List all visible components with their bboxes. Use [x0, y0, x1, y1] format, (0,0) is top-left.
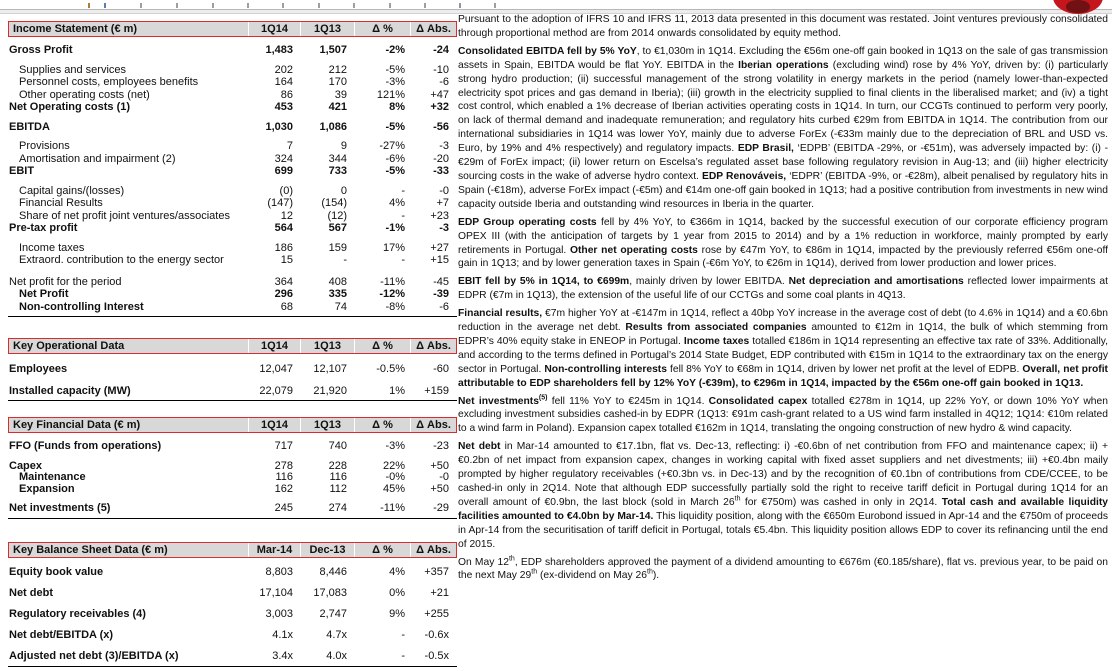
- row-value: -: [343, 254, 347, 266]
- commentary-paragraph: [458, 45, 1108, 212]
- row-value: 17,104: [259, 587, 293, 599]
- row-value: 170: [328, 76, 347, 88]
- table-row: [8, 165, 457, 178]
- table-title: Key Financial Data (€ m): [13, 419, 141, 431]
- row-value: 324: [274, 152, 293, 165]
- commentary-paragraph: [458, 440, 1108, 551]
- row-value: (0): [279, 184, 293, 197]
- row-value: -0.5x: [424, 650, 449, 662]
- column-header: Δ Abs.: [410, 418, 456, 432]
- table-row: [8, 288, 457, 301]
- column-header: 1Q13: [300, 418, 354, 432]
- text-segment: totalled €186m in 1Q14 representing an effective tax rate of 33%. Additionally, and according to the terms defined in Portugal’s 2014 State Budget, EDP contributed with €15m in 1Q14 to the extraordinary tax on the energy sector in Portugal.: [458, 335, 1109, 375]
- text-segment: for €750m) was cashed in only in 2Q14.: [740, 496, 942, 508]
- text-segment: Net investments: [458, 395, 539, 407]
- text-segment: (5): [538, 394, 548, 402]
- row-value: -5%: [385, 63, 405, 76]
- row-label: Net profit for the period: [9, 275, 122, 288]
- text-segment: EBIT fell by 5% in 1Q14, to €699m: [458, 276, 630, 288]
- row-label: Adjusted net debt (3)/EBITDA (x): [9, 650, 179, 662]
- row-value: -33: [433, 165, 449, 177]
- row-value: 21,920: [313, 384, 347, 397]
- text-segment: amounted to €12m in 1Q14, the bulk of which stemming from EDPR’s 40% equity stake in ENEOP in Portugal.: [458, 322, 1108, 347]
- column-header: Δ %: [354, 418, 410, 432]
- column-header: Mar-14: [248, 543, 300, 557]
- row-value: 17,083: [313, 587, 347, 599]
- table-row: [8, 140, 457, 153]
- row-value: 274: [328, 502, 347, 514]
- table-header: [8, 417, 457, 433]
- table-row-group: [8, 587, 457, 600]
- table-row: [8, 385, 457, 398]
- row-value: 164: [274, 76, 293, 88]
- cropped-text-remnant: [459, 3, 461, 8]
- row-value: 4%: [389, 566, 405, 578]
- table-row: [8, 89, 457, 102]
- table-row-group: [8, 460, 457, 496]
- text-segment: Results from associated companies: [625, 322, 807, 334]
- row-value: 278: [274, 459, 293, 472]
- table-row-group: [8, 140, 457, 178]
- row-value: 1,483: [265, 44, 293, 56]
- row-value: 12: [280, 209, 293, 222]
- row-value: -3: [439, 140, 449, 152]
- edp-logo-ball: [1053, 0, 1103, 14]
- row-value: +32: [430, 101, 449, 113]
- cropped-text-remnant: [212, 3, 214, 8]
- row-value: 228: [328, 459, 347, 472]
- table-row: [8, 44, 457, 57]
- text-segment: Non-controlling interests: [544, 363, 667, 375]
- row-value: 116: [329, 471, 347, 483]
- row-value: 733: [328, 165, 347, 177]
- cropped-text-remnant: [318, 3, 320, 8]
- row-label: EBIT: [9, 165, 35, 177]
- row-value: -0%: [385, 471, 405, 483]
- row-value: 159: [328, 241, 347, 254]
- row-value: -: [401, 184, 405, 197]
- row-value: 202: [274, 63, 293, 76]
- commentary-paragraph: [458, 395, 1108, 437]
- text-segment: Consolidated EBITDA fell by 5% YoY: [458, 45, 637, 57]
- column-header: 1Q14: [248, 418, 300, 432]
- cropped-text-remnant: [494, 3, 496, 8]
- row-label: Supplies and services: [19, 63, 127, 76]
- row-value: 421: [328, 101, 347, 113]
- text-segment: th: [647, 569, 653, 577]
- row-value: +21: [430, 587, 449, 599]
- row-value: 86: [280, 88, 293, 101]
- row-value: -60: [433, 363, 449, 375]
- row-value: +7: [436, 197, 449, 209]
- row-value: 3,003: [265, 608, 293, 620]
- row-value: 7: [286, 140, 293, 152]
- table-row-group: [8, 566, 457, 579]
- column-header: 1Q13: [300, 22, 354, 36]
- commentary-paragraph: [458, 275, 1108, 303]
- row-value: 22%: [382, 459, 405, 472]
- cropped-text-remnant: [389, 3, 391, 8]
- commentary-panel: [458, 13, 1108, 587]
- table-row-group: [8, 121, 457, 134]
- column-header: Δ Abs.: [410, 543, 456, 557]
- text-segment: EDP Group operating costs: [458, 216, 597, 228]
- row-value: 740: [328, 440, 347, 452]
- row-value: +23: [430, 209, 449, 222]
- text-segment: Consolidated capex: [708, 395, 808, 407]
- column-header: Δ %: [354, 543, 410, 557]
- row-value: 22,079: [259, 384, 293, 397]
- row-label: Regulatory receivables (4): [9, 608, 146, 620]
- row-value: 1%: [389, 384, 405, 397]
- row-value: 45%: [382, 482, 405, 495]
- row-value: 186: [274, 241, 293, 254]
- row-value: 9%: [389, 608, 405, 620]
- table-row: [8, 440, 457, 453]
- row-value: 4.7x: [326, 629, 347, 641]
- text-segment: Net debt: [458, 441, 501, 453]
- column-header: Δ %: [354, 339, 410, 353]
- row-value: -: [401, 650, 405, 662]
- text-segment: Iberian operations: [738, 59, 829, 71]
- row-label: Non-controlling Interest: [19, 300, 144, 313]
- table-row: [8, 650, 457, 663]
- text-segment: €7m higher YoY at -€147m in 1Q14, reflect a 40bp YoY increase in the average cost of debt (to 4.6% in 1Q14) and a €0.6bn reduction in the average net debt.: [458, 308, 1108, 334]
- table-row: [8, 76, 457, 89]
- row-label: Gross Profit: [9, 44, 73, 56]
- row-value: (154): [321, 197, 347, 209]
- row-value: -3: [439, 222, 449, 234]
- column-header: 1Q14: [248, 339, 300, 353]
- row-value: 4.1x: [272, 629, 293, 641]
- row-label: Share of net profit joint ventures/associates: [19, 209, 230, 222]
- key-financial-data-table: [8, 417, 457, 519]
- row-value: -11%: [380, 275, 405, 288]
- column-header: Dec-13: [300, 543, 354, 557]
- table-row: [8, 472, 457, 484]
- table-row: [8, 64, 457, 77]
- row-value: +50: [430, 482, 449, 495]
- row-label: Capital gains/(losses): [19, 184, 125, 197]
- table-row: [8, 101, 457, 114]
- table-row: [8, 608, 457, 621]
- row-value: 408: [328, 275, 347, 288]
- table-row-group: [8, 650, 457, 663]
- table-row: [8, 629, 457, 642]
- commentary-paragraph: [458, 13, 1108, 41]
- row-value: (147): [267, 197, 293, 209]
- row-value: 1,086: [319, 120, 347, 133]
- row-value: 564: [274, 222, 293, 234]
- row-value: 567: [328, 222, 347, 234]
- row-label: Equity book value: [9, 566, 104, 578]
- text-segment: EDP Renováveis,: [702, 170, 787, 182]
- row-value: 1,507: [319, 44, 347, 56]
- row-value: -: [401, 254, 405, 266]
- table-row-group: [8, 608, 457, 621]
- table-row: [8, 363, 457, 376]
- cropped-text-remnant: [424, 3, 426, 8]
- row-label: FFO (Funds from operations): [9, 440, 162, 452]
- column-header: Δ %: [354, 22, 410, 36]
- row-value: 2,747: [319, 608, 347, 620]
- text-segment: On May 12: [458, 556, 509, 568]
- row-label: Net investments (5): [9, 502, 111, 514]
- text-segment: in Mar-14 amounted to €17.1bn, flat vs. Dec-13, reflecting: i) -€0.6bn of net contribution from FFO and maintenance capex; ii) +€0.2bn of net impact from expansion capex, changes in working capital with fixed asset suppliers and net divestments; iii) +€0.4bn maily prompted by higher regulatory receivables (+€0.3bn vs. in Dec-13) and by the recognition of €0.1bn of contributions from CDE/CCEE, to be cashed-in only in 2Q14. Note that although EDP successfully partially sold the right to receive tariff deficit in Portugal during 1Q14 for an overall amount of €0.9bn, the last block (sold in March 26: [458, 441, 1108, 508]
- row-value: 68: [280, 300, 293, 313]
- text-segment: fell 8% YoY to €68m in 1Q14, driven by lower net profit at the level of EDPB.: [666, 363, 1023, 375]
- row-label: Provisions: [19, 140, 70, 152]
- table-row-group: [8, 502, 457, 515]
- text-segment: Income taxes: [683, 335, 750, 347]
- row-value: +27: [430, 241, 449, 254]
- table-row: [8, 242, 457, 255]
- row-value: 116: [275, 471, 293, 483]
- row-value: -24: [433, 44, 449, 56]
- row-value: 245: [274, 502, 293, 514]
- row-value: 8,803: [265, 566, 293, 578]
- column-header: 1Q14: [248, 22, 300, 36]
- cropped-text-remnant: [353, 3, 355, 8]
- row-value: 9: [340, 140, 347, 152]
- text-segment: th: [734, 495, 741, 503]
- text-segment: Financial results,: [458, 308, 543, 320]
- row-value: +357: [424, 566, 449, 578]
- text-segment: Total cash and available liquidity facilities amounted to €4.0bn by Mar-14.: [458, 496, 1108, 522]
- text-segment: , mainly driven by lower EBITDA.: [629, 276, 789, 288]
- row-value: 717: [274, 440, 293, 452]
- table-title: Income Statement (€ m): [13, 23, 138, 35]
- row-label: Extraord. contribution to the energy sector: [19, 254, 224, 266]
- table-header: [8, 21, 457, 37]
- row-value: 453: [274, 101, 293, 113]
- row-value: 162: [274, 482, 293, 495]
- row-value: 4%: [389, 197, 405, 209]
- row-value: -3%: [385, 440, 405, 452]
- row-value: 121%: [376, 88, 405, 101]
- edp-logo: [1050, 0, 1106, 15]
- table-row-group: [8, 64, 457, 114]
- row-value: -2%: [385, 44, 405, 56]
- text-segment: reflected lower impairments at EDPR (€7m in 1Q13), the extension of the useful life of our CCTGs and some coal plants in 4Q13.: [458, 276, 1108, 302]
- row-value: +255: [424, 608, 449, 620]
- cropped-text-remnant: [282, 3, 284, 8]
- text-segment: totalled €278m in 1Q14, up 22% YoY, or down 10% YoY when excluding investment subsidies cashed-in by EDPR (1Q13: €91m cash-grant related to a US wind farm installed in 4Q12; 1Q14: €10m related to a wind farm in Poland). Expansion capex totalled €162m in 1Q14, translating the ongoing construction of new hydro & wind capacity.: [458, 395, 1108, 435]
- row-value: -5%: [385, 165, 405, 177]
- row-value: 4.0x: [326, 650, 347, 662]
- table-row-group: [8, 440, 457, 453]
- table-row-group: [8, 44, 457, 57]
- table-row: [8, 587, 457, 600]
- text-segment: ‘EDPR’ (EBITDA -9%, or -€28m), albeit penalised by regulatory hits in Spain (-€18m), adverse ForEx impact (-€5m) and €14m one-off gain booked in 1Q13; had a positive contribution from investments in new wind capacity outside Iberia and outstanding wind resources in Iberia in the quarter.: [458, 170, 1108, 210]
- cropped-top-strip: [0, 0, 1112, 14]
- edp-logo-mouth: [1066, 0, 1090, 13]
- text-segment: Other net operating costs: [569, 244, 698, 256]
- text-segment: (ex-dividend on May 26: [537, 570, 648, 582]
- row-label: Installed capacity (MW): [9, 384, 131, 397]
- column-header: 1Q13: [300, 339, 354, 353]
- row-value: 12,047: [259, 363, 293, 375]
- row-value: 8%: [389, 101, 405, 113]
- row-value: 335: [328, 288, 347, 300]
- row-value: -6%: [385, 152, 405, 165]
- income-statement-table: [8, 21, 457, 317]
- text-segment: EDP Brasil,: [737, 143, 794, 155]
- row-value: -6: [439, 76, 449, 88]
- cropped-text-remnant: [104, 3, 106, 8]
- row-value: (12): [327, 209, 347, 222]
- row-value: -39: [433, 288, 449, 300]
- row-label: Employees: [9, 363, 68, 375]
- text-segment: Pursuant to the adoption of IFRS 10 and IFRS 11, 2013 data presented in this document was restated. Joint ventures previously consolidated through proportional method are from 2014 onwards consolidated by equity method.: [458, 14, 1108, 39]
- row-value: -12%: [379, 288, 405, 300]
- row-value: -0: [439, 184, 449, 197]
- text-segment: ‘EDPB’ (EBITDA -29%, or -€51m), was adversely impacted by: (i) -€29m of ForEx impact; (ii) lower return on Escelsa’s regulated asset base following regulatory revision in Aug-13; and (iii) higher electricity sourcing costs in the wake of adverse hydro context.: [458, 143, 1108, 182]
- row-value: -10: [433, 63, 449, 76]
- row-label: Net debt/EBITDA (x): [9, 629, 114, 641]
- row-value: -27%: [379, 140, 405, 152]
- key-balance-sheet-data-table: [8, 542, 457, 667]
- text-segment: , EDP shareholders approved the payment of a dividend amounting to €676m (€0.185/share), flat vs. previous year, to be paid on the next May 29: [458, 556, 1109, 582]
- row-value: -0: [439, 471, 449, 483]
- table-header: [8, 542, 457, 558]
- row-value: -: [401, 209, 405, 222]
- row-value: -20: [433, 152, 449, 165]
- row-value: 15: [280, 254, 293, 266]
- table-row: [8, 210, 457, 223]
- table-title: Key Operational Data: [13, 340, 125, 352]
- text-segment: fell by 4% YoY, to €366m in 1Q14, backed by the successful execution of our corporate efficiency program OPEX III (with the anticipation of targets by 1 year from 2015 to 2014) and by a 1% reduction in workforce, mainly prompted by early retirements in Portugal.: [458, 216, 1108, 256]
- text-segment: (excluding wind) rose by 4% YoY, driven by: (i) particularly strong hydro production; (ii) successful management of the strong volatility in energy markets in the period (namely lower-than-expected electricity spot prices and gas demand in Iberia); (iii) growth in the electricity supplied to final clients in the liberalised market; and (iv) a tight cost control, which enabled a 1% decrease of Iberian activities operating costs in 1Q14. In turn, our CCGTs continued to perform very poorly, on lack of thermal demand and inadequate remuneration; and regulatory hits curbed €29m from EBITDA in 1Q14. The contribution from our international subsidiaries in 1Q14 was lower YoY, mainly due to adverse ForEx (-€33m mainly due to the depreciation of BRL and USD vs. Euro, by 19% and 4% respectively) and regulatory impacts.: [458, 59, 1108, 155]
- row-value: 364: [274, 275, 293, 288]
- row-value: 74: [334, 300, 347, 313]
- row-value: -23: [433, 440, 449, 452]
- table-row-group: [8, 276, 457, 314]
- row-value: -0.6x: [424, 629, 449, 641]
- text-segment: This liquidity position, along with the €650m Eurobond issued in Apr-14 and the €750m of proceeds in Apr-14 from the securitisation of tariff deficit in Portugal, totals €5.4bn. This liquidity position allows EDP to cover its refinancing until the end of 2015.: [458, 510, 1108, 550]
- text-segment: ).: [652, 570, 660, 582]
- commentary-paragraph: [458, 216, 1108, 272]
- table-row: [8, 153, 457, 166]
- row-value: +159: [424, 384, 449, 397]
- table-row: [8, 301, 457, 314]
- key-operational-data-table: [8, 338, 457, 401]
- row-value: -3%: [385, 76, 405, 88]
- text-segment: th: [508, 555, 515, 563]
- cropped-text-remnant: [140, 3, 142, 8]
- row-value: 12,107: [313, 363, 347, 375]
- row-value: -0.5%: [376, 363, 405, 375]
- text-segment: , to €1,030m in 1Q14. Excluding the €56m one-off gain booked in 1Q13 on the sale of gas transmission assets in Spain, EBITDA would be flat YoY. EBITDA in the: [458, 45, 1108, 71]
- table-row-group: [8, 629, 457, 642]
- row-value: 0: [340, 184, 347, 197]
- row-label: Maintenance: [19, 471, 86, 483]
- text-segment: rose by €47m YoY, to €86m in 1Q14, impacted by the previously referred €56m one-off gain in 1Q13; and by lower generation taxes in Spain (-€6m YoY, to €26m in 1Q14), derived from lower production and lower prices.: [458, 244, 1109, 270]
- row-label: Capex: [9, 459, 43, 472]
- text-segment: th: [531, 569, 538, 577]
- row-value: +47: [430, 88, 449, 101]
- row-label: Financial Results: [19, 197, 103, 209]
- row-value: 3.4x: [272, 650, 293, 662]
- row-label: Net Operating costs (1): [9, 101, 131, 113]
- cropped-text-remnant: [247, 3, 249, 8]
- row-label: Pre-tax profit: [9, 222, 78, 234]
- row-value: -56: [433, 120, 449, 133]
- row-label: Other operating costs (net): [19, 88, 150, 101]
- table-row-group: [8, 385, 457, 398]
- row-value: 344: [328, 152, 347, 165]
- row-value: -: [401, 629, 405, 641]
- row-label: Personnel costs, employees benefits: [19, 76, 199, 88]
- row-value: 112: [329, 482, 347, 495]
- table-row-group: [8, 363, 457, 376]
- commentary-paragraph: [458, 307, 1108, 390]
- table-row: [8, 197, 457, 210]
- row-value: -45: [433, 275, 449, 288]
- row-value: -5%: [385, 120, 405, 133]
- row-value: 39: [334, 88, 347, 101]
- row-value: 699: [274, 165, 293, 177]
- row-value: 17%: [382, 241, 405, 254]
- cropped-text-remnant: [88, 3, 90, 8]
- row-label: EBITDA: [9, 120, 50, 133]
- text-segment: Overall, net profit attributable to EDP shareholders fell by 12% YoY (-€39m), to €296m in 1Q14, impacted by the €56m one-off gain booked in 1Q13.: [458, 363, 1108, 389]
- table-row: [8, 121, 457, 134]
- row-value: +15: [430, 254, 449, 266]
- table-header: [8, 338, 457, 354]
- table-row: [8, 222, 457, 235]
- table-row: [8, 254, 457, 267]
- row-value: 1,030: [265, 120, 293, 133]
- table-row: [8, 566, 457, 579]
- table-row: [8, 484, 457, 496]
- row-value: 8,446: [319, 566, 347, 578]
- table-row: [8, 502, 457, 515]
- row-label: Income taxes: [19, 241, 85, 254]
- row-value: -6: [439, 300, 449, 313]
- row-value: +50: [430, 459, 449, 472]
- table-title: Key Balance Sheet Data (€ m): [13, 543, 168, 556]
- cropped-text-remnant: [176, 3, 178, 8]
- table-row: [8, 276, 457, 289]
- commentary-paragraph: [458, 556, 1108, 584]
- row-value: -8%: [385, 300, 405, 313]
- text-segment: Net depreciation and amortisations: [788, 276, 964, 288]
- row-label: Net Profit: [19, 288, 69, 300]
- table-row: [8, 185, 457, 198]
- row-value: -29: [433, 502, 449, 514]
- row-value: 212: [328, 63, 347, 76]
- row-label: Expansion: [19, 482, 75, 495]
- table-row-group: [8, 185, 457, 235]
- row-label: Net debt: [9, 587, 53, 599]
- row-label: Amortisation and impairment (2): [19, 152, 176, 165]
- column-header: Δ Abs.: [410, 22, 456, 36]
- row-value: -1%: [385, 222, 405, 234]
- table-row-group: [8, 242, 457, 267]
- column-header: Δ Abs.: [410, 339, 456, 353]
- row-value: -11%: [380, 502, 405, 514]
- text-segment: fell 11% YoY to €245m in 1Q14.: [547, 395, 709, 407]
- row-value: 296: [274, 288, 293, 300]
- financial-tables-column: [8, 21, 457, 667]
- row-value: 0%: [389, 587, 405, 599]
